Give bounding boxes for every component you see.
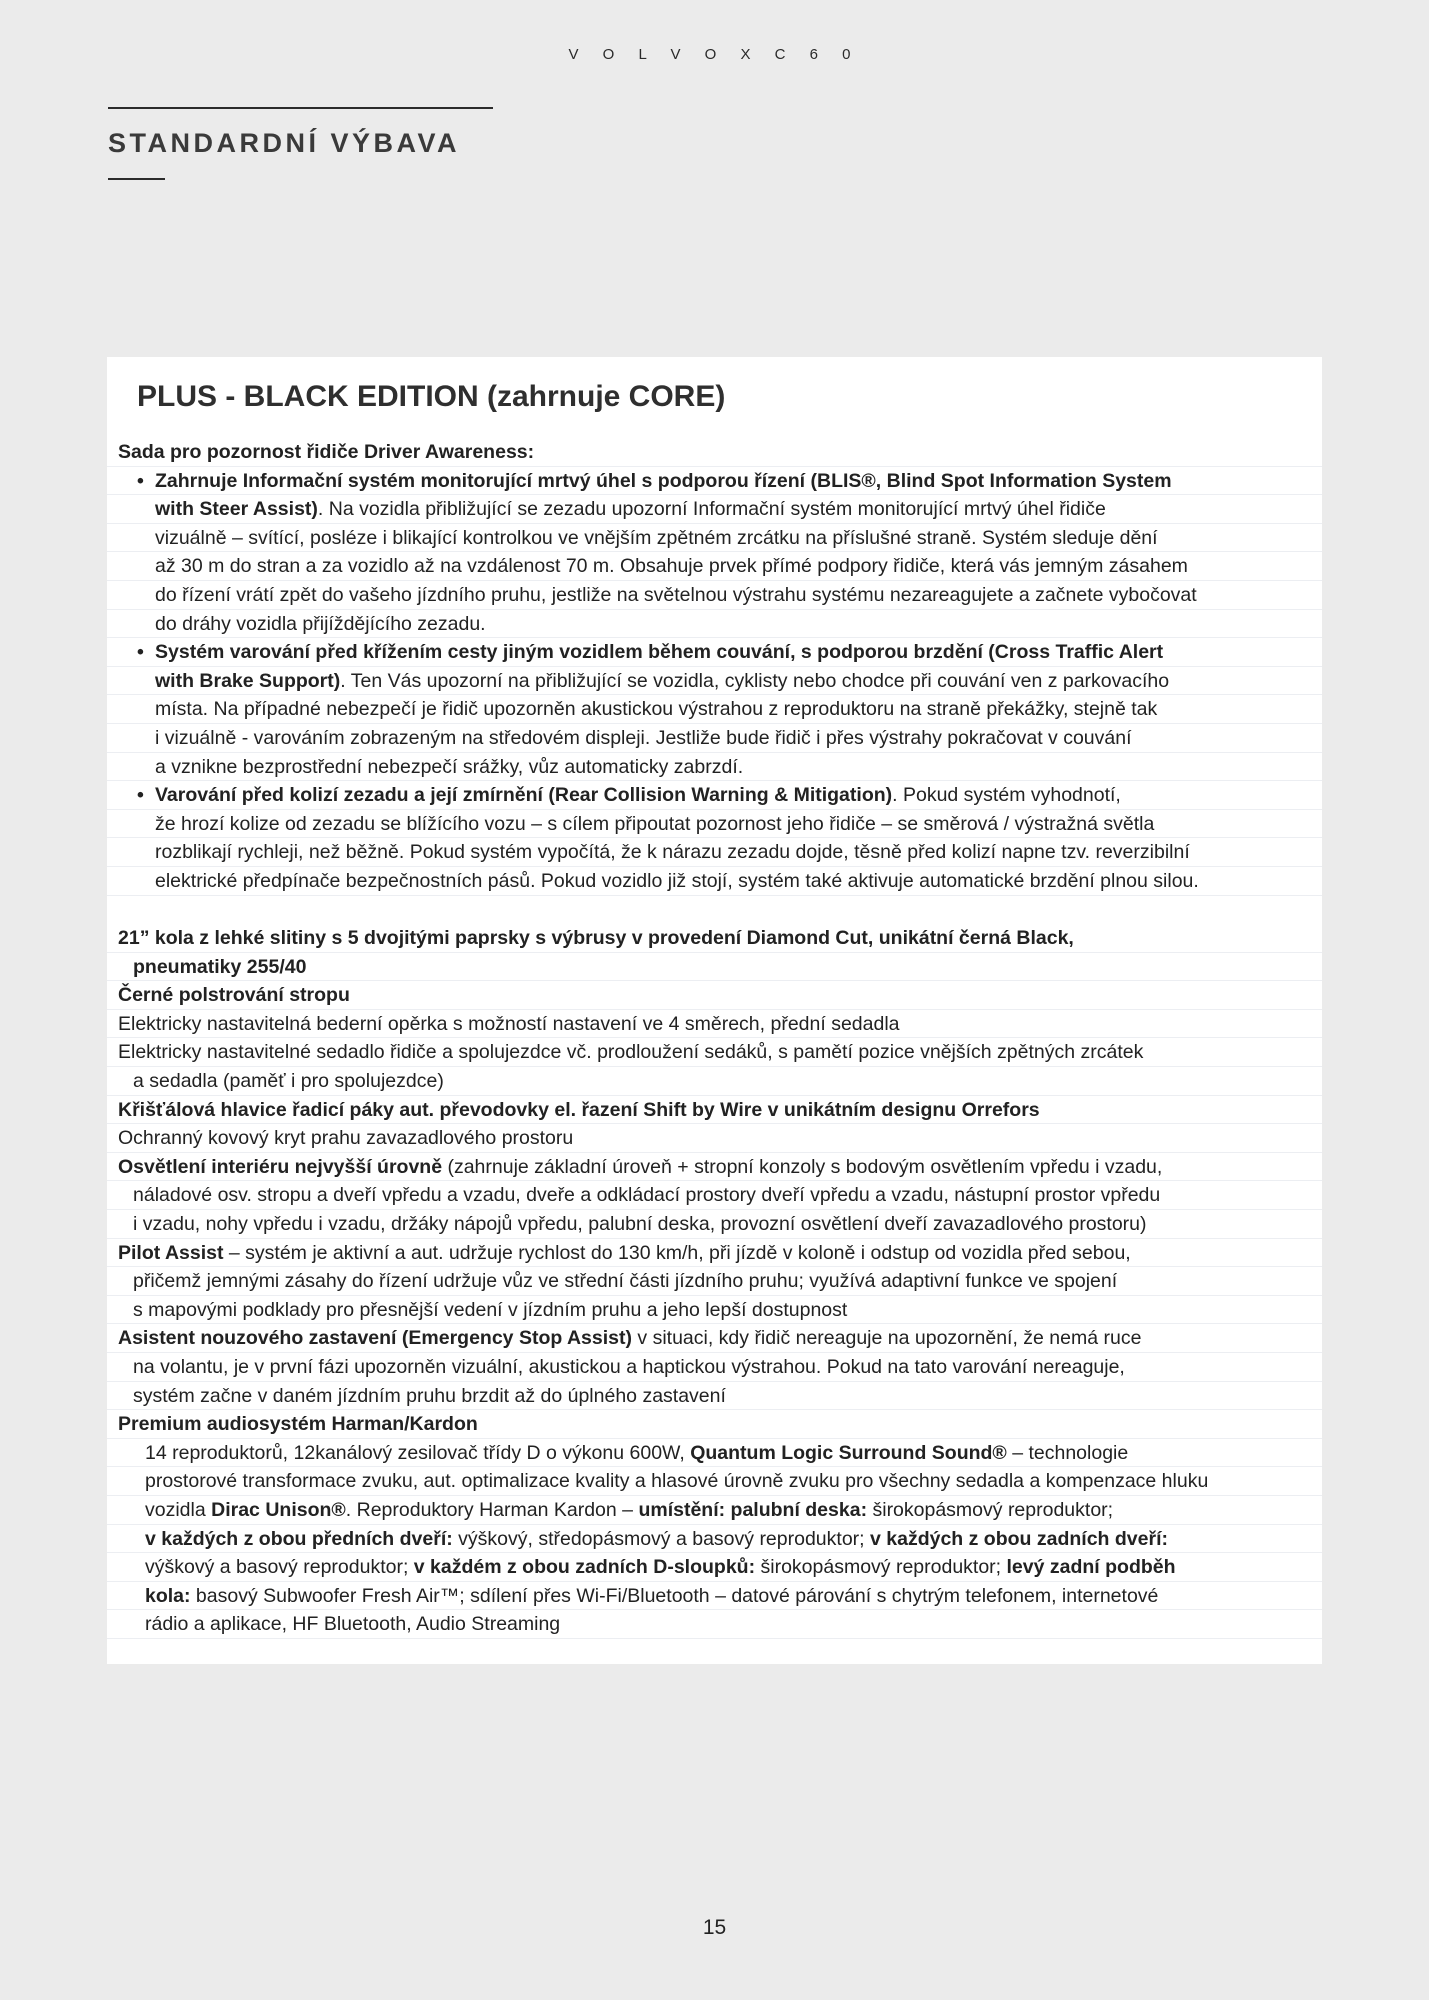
list-item: elektrické předpínače bezpečnostních pásů. Pokud vozidlo již stojí, systém také aktivuje automatické brzdění plnou silou. — [107, 867, 1322, 896]
list-item: a vznikne bezprostřední nebezpečí srážky, vůz automaticky zabrzdí. — [107, 753, 1322, 782]
list-item: Asistent nouzového zastavení (Emergency Stop Assist) v situaci, kdy řidič nereaguje na upozornění, že nemá ruce — [107, 1324, 1322, 1353]
list-item: Černé polstrování stropu — [107, 981, 1322, 1010]
list-item: vizuálně – svítící, posléze i blikající kontrolkou ve vnějším zpětném zrcátku na příslušné straně. Systém sleduje dění — [107, 524, 1322, 553]
header-divider — [108, 107, 493, 109]
list-item: a sedadla (paměť i pro spolujezdce) — [107, 1067, 1322, 1096]
list-item: do dráhy vozidla přijíždějícího zezadu. — [107, 610, 1322, 639]
list-item: do řízení vrátí zpět do vašeho jízdního pruhu, jestliže na světelnou výstrahu systému nezareagujete a začnete vybočovat — [107, 581, 1322, 610]
title-underline — [108, 178, 165, 180]
list-item: rádio a aplikace, HF Bluetooth, Audio Streaming — [107, 1610, 1322, 1639]
list-item: Elektricky nastavitelné sedadlo řidiče a spolujezdce vč. prodloužení sedáků, s pamětí pozice vnějších zpětných zrcátek — [107, 1038, 1322, 1067]
list-item: výškový a basový reproduktor; v každém z obou zadních D-sloupků: širokopásmový reproduktor; levý zadní podběh — [107, 1553, 1322, 1582]
list-item: prostorové transformace zvuku, aut. optimalizace kvality a hlasové úrovně zvuku pro všechny sedadla a kompenzace hluku — [107, 1467, 1322, 1496]
page-number: 15 — [702, 1916, 727, 1939]
list-item: na volantu, je v první fázi upozorněn vizuální, akustickou a haptickou výstrahou. Pokud na tato varování nereaguje, — [107, 1353, 1322, 1382]
panel-title: PLUS - BLACK EDITION (zahrnuje CORE) — [137, 380, 726, 413]
list-item: Osvětlení interiéru nejvyšší úrovně (zahrnuje základní úroveň + stropní konzoly s bodovým osvětlením vpředu i vzadu, — [107, 1153, 1322, 1182]
spacer — [107, 896, 1322, 925]
list-item: přičemž jemnými zásahy do řízení udržuje vůz ve střední části jízdního pruhu; využívá adaptivní funkce ve spojení — [107, 1267, 1322, 1296]
list-item: až 30 m do stran a za vozidlo až na vzdálenost 70 m. Obsahuje prvek přímé podpory řidiče, která vás jemným zásahem — [107, 552, 1322, 581]
list-item: • Zahrnuje Informační systém monitorující mrtvý úhel s podporou řízení (BLIS®, Blind Spot Information System — [107, 467, 1322, 496]
section-title: STANDARDNÍ VÝBAVA — [108, 128, 461, 158]
list-item: Křišťálová hlavice řadicí páky aut. převodovky el. řazení Shift by Wire v unikátním designu Orrefors — [107, 1096, 1322, 1125]
bullet-icon: • — [137, 641, 144, 664]
list-item: 21” kola z lehké slitiny s 5 dvojitými paprsky s výbrusy v provedení Diamond Cut, unikátní černá Black, — [107, 924, 1322, 953]
driver-awareness-heading: Sada pro pozornost řidiče Driver Awareness: — [107, 438, 1322, 467]
list-item: vozidla Dirac Unison®. Reproduktory Harman Kardon – umístění: palubní deska: širokopásmový reproduktor; — [107, 1496, 1322, 1525]
brand-header: V O L V O X C 6 0 — [568, 46, 861, 63]
list-item: místa. Na případné nebezpečí je řidič upozorněn akustickou výstrahou z reproduktoru na straně překážky, stejně tak — [107, 695, 1322, 724]
bullet-icon: • — [137, 784, 144, 807]
list-item: i vizuálně - varováním zobrazeným na středovém displeji. Jestliže bude řidič i přes výstrahy pokračovat v couvání — [107, 724, 1322, 753]
list-item: Ochranný kovový kryt prahu zavazadlového prostoru — [107, 1124, 1322, 1153]
bullet-icon: • — [137, 469, 144, 492]
list-item: with Brake Support). Ten Vás upozorní na přibližující se vozidla, cyklisty nebo chodce při couvání ven z parkovacího — [107, 667, 1322, 696]
list-item: i vzadu, nohy vpředu i vzadu, držáky nápojů vpředu, palubní deska, provozní osvětlení dveří zavazadlového prostoru) — [107, 1210, 1322, 1239]
list-item: rozblikají rychleji, než běžně. Pokud systém vypočítá, že k nárazu zezadu dojde, těsně před kolizí napne tzv. reverzibilní — [107, 838, 1322, 867]
list-item: v každých z obou předních dveří: výškový, středopásmový a basový reproduktor; v každých z obou zadních dveří: — [107, 1525, 1322, 1554]
list-item: Pilot Assist – systém je aktivní a aut. udržuje rychlost do 130 km/h, při jízdě v koloně i odstup od vozidla před sebou, — [107, 1239, 1322, 1268]
list-item: s mapovými podklady pro přesnější vedení v jízdním pruhu a jeho lepší dostupnost — [107, 1296, 1322, 1325]
list-item: • Varování před kolizí zezadu a její zmírnění (Rear Collision Warning & Mitigation). Pokud systém vyhodnotí, — [107, 781, 1322, 810]
list-item: systém začne v daném jízdním pruhu brzdit až do úplného zastavení — [107, 1382, 1322, 1411]
list-item: pneumatiky 255/40 — [107, 953, 1322, 982]
equipment-list — [107, 438, 1322, 1639]
list-item: Elektricky nastavitelná bederní opěrka s možností nastavení ve 4 směrech, přední sedadla — [107, 1010, 1322, 1039]
list-item: náladové osv. stropu a dveří vpředu a vzadu, dveře a odkládací prostory dveří vpředu a vzadu, nástupní prostor vpředu — [107, 1181, 1322, 1210]
list-item: with Steer Assist). Na vozidla přibližující se zezadu upozorní Informační systém monitorující mrtvý úhel řidiče — [107, 495, 1322, 524]
list-item: 14 reproduktorů, 12kanálový zesilovač třídy D o výkonu 600W, Quantum Logic Surround Sound® – technologie — [107, 1439, 1322, 1468]
list-item: kola: basový Subwoofer Fresh Air™; sdílení přes Wi-Fi/Bluetooth – datové párování s chytrým telefonem, internetové — [107, 1582, 1322, 1611]
list-item: • Systém varování před křížením cesty jiným vozidlem během couvání, s podporou brzdění (Cross Traffic Alert — [107, 638, 1322, 667]
list-item: že hrozí kolize od zezadu se blížícího vozu – s cílem připoutat pozornost jeho řidiče – se směrová / výstražná světla — [107, 810, 1322, 839]
audio-heading: Premium audiosystém Harman/Kardon — [107, 1410, 1322, 1439]
